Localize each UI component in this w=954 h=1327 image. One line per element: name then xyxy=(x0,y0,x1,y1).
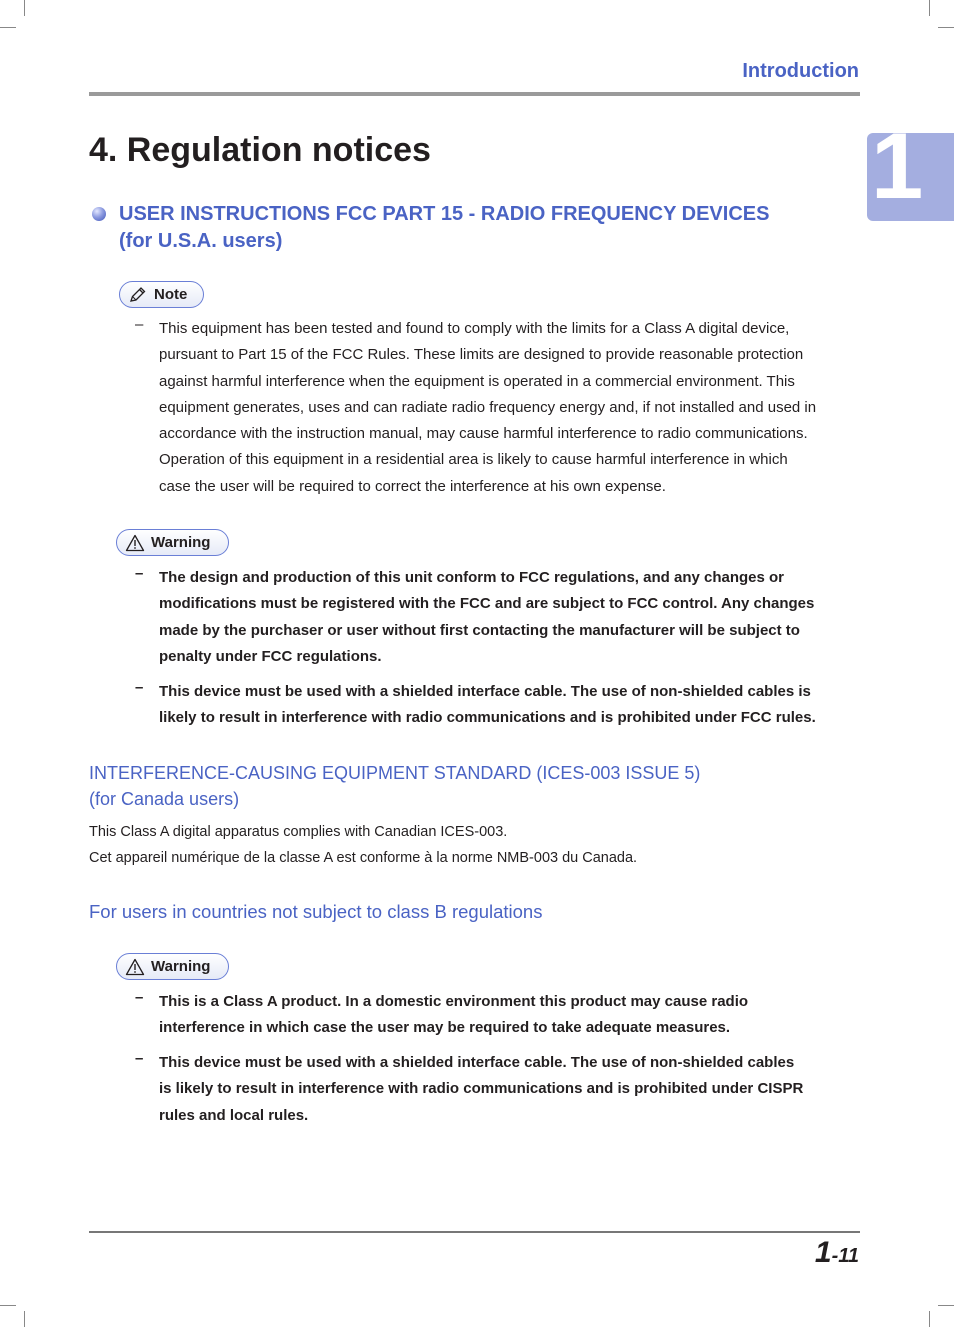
item-dash: – xyxy=(135,1050,144,1067)
warning-line: likely to result in interference with radio communications and is prohibited under FCC rules. xyxy=(159,709,816,727)
fcc-section-heading xyxy=(119,201,769,255)
crop-mark xyxy=(24,1311,25,1327)
crop-mark xyxy=(24,0,25,16)
crop-mark xyxy=(0,27,16,28)
warning-item xyxy=(135,989,748,1042)
bullet-dot-icon xyxy=(92,207,106,221)
page-title: 4. Regulation notices xyxy=(89,131,431,169)
note-line: pursuant to Part 15 of the FCC Rules. These limits are designed to provide reasonable protection xyxy=(159,346,804,364)
header-rule xyxy=(89,92,860,96)
warning-line: This device must be used with a shielded interface cable. The use of non-shielded cables is xyxy=(159,683,811,700)
header-section-title: Introduction xyxy=(742,60,859,82)
page-number-chapter: 1 xyxy=(814,1236,832,1269)
note-item xyxy=(135,316,816,500)
warning-line: interference in which case the user may be required to take adequate measures. xyxy=(159,1019,731,1037)
item-dash: – xyxy=(135,565,144,582)
note-label: Note xyxy=(154,286,188,303)
note-line: Operation of this equipment in a residential area is likely to cause harmful interference in which xyxy=(159,451,788,469)
canada-heading-line1: INTERFERENCE-CAUSING EQUIPMENT STANDARD (ICES-003 ISSUE 5) xyxy=(89,763,701,783)
warning-line: made by the purchaser or user without first contacting the manufacturer will be subject to xyxy=(159,621,800,639)
classb-section-heading: For users in countries not subject to class B regulations xyxy=(89,901,543,922)
note-badge xyxy=(119,281,204,308)
canada-heading-line2: (for Canada users) xyxy=(89,789,240,809)
item-dash: – xyxy=(135,316,144,333)
chapter-tab-number: 1 xyxy=(871,113,924,218)
crop-mark xyxy=(929,0,930,16)
warning-triangle-icon xyxy=(125,534,145,552)
warning-item xyxy=(135,1050,803,1129)
crop-mark xyxy=(0,1305,16,1306)
warning-line: rules and local rules. xyxy=(159,1106,309,1124)
canada-section-heading xyxy=(89,760,700,812)
warning-badge xyxy=(116,953,229,980)
page-number xyxy=(815,1236,859,1270)
note-line: This equipment has been tested and found to comply with the limits for a Class A digital device, xyxy=(159,320,790,337)
warning-line: modifications must be registered with the FCC and are subject to FCC control. Any changes xyxy=(159,595,815,613)
warning-line: is likely to result in interference with radio communications and is prohibited under CISPR xyxy=(159,1080,804,1098)
note-line: case the user will be required to correct the interference at his own expense. xyxy=(159,477,666,495)
canada-line: Cet appareil numérique de la classe A est conforme à la norme NMB-003 du Canada. xyxy=(89,850,638,866)
note-line: against harmful interference when the equipment is operated in a commercial environment. This xyxy=(159,372,795,390)
canada-paragraph xyxy=(89,819,637,871)
canada-line: This Class A digital apparatus complies with Canadian ICES-003. xyxy=(89,824,508,840)
warning-line: penalty under FCC regulations. xyxy=(159,647,382,665)
warning-label: Warning xyxy=(151,534,211,551)
fcc-heading-line1: USER INSTRUCTIONS FCC PART 15 - RADIO FREQUENCY DEVICES xyxy=(119,203,770,225)
pencil-icon xyxy=(128,286,148,304)
crop-mark xyxy=(929,1311,930,1327)
item-dash: – xyxy=(135,679,144,696)
footer-rule xyxy=(89,1231,860,1233)
warning-label: Warning xyxy=(151,958,211,975)
crop-mark xyxy=(938,1305,954,1306)
note-line: equipment generates, uses and can radiate radio frequency energy and, if not installed and used in xyxy=(159,398,817,416)
chapter-tab xyxy=(867,113,954,221)
page-number-page: -11 xyxy=(831,1245,859,1267)
note-line: accordance with the instruction manual, may cause harmful interference to radio communications. xyxy=(159,425,808,443)
warning-line: This is a Class A product. In a domestic environment this product may cause radio xyxy=(159,993,749,1010)
warning-item xyxy=(135,565,814,670)
warning-line: The design and production of this unit conform to FCC regulations, and any changes or xyxy=(159,569,785,586)
warning-badge xyxy=(116,529,229,556)
warning-triangle-icon xyxy=(125,958,145,976)
crop-mark xyxy=(938,27,954,28)
fcc-heading-line2: (for U.S.A. users) xyxy=(119,230,283,252)
item-dash: – xyxy=(135,989,144,1006)
warning-line: This device must be used with a shielded interface cable. The use of non-shielded cables xyxy=(159,1054,795,1071)
warning-item xyxy=(135,679,816,732)
